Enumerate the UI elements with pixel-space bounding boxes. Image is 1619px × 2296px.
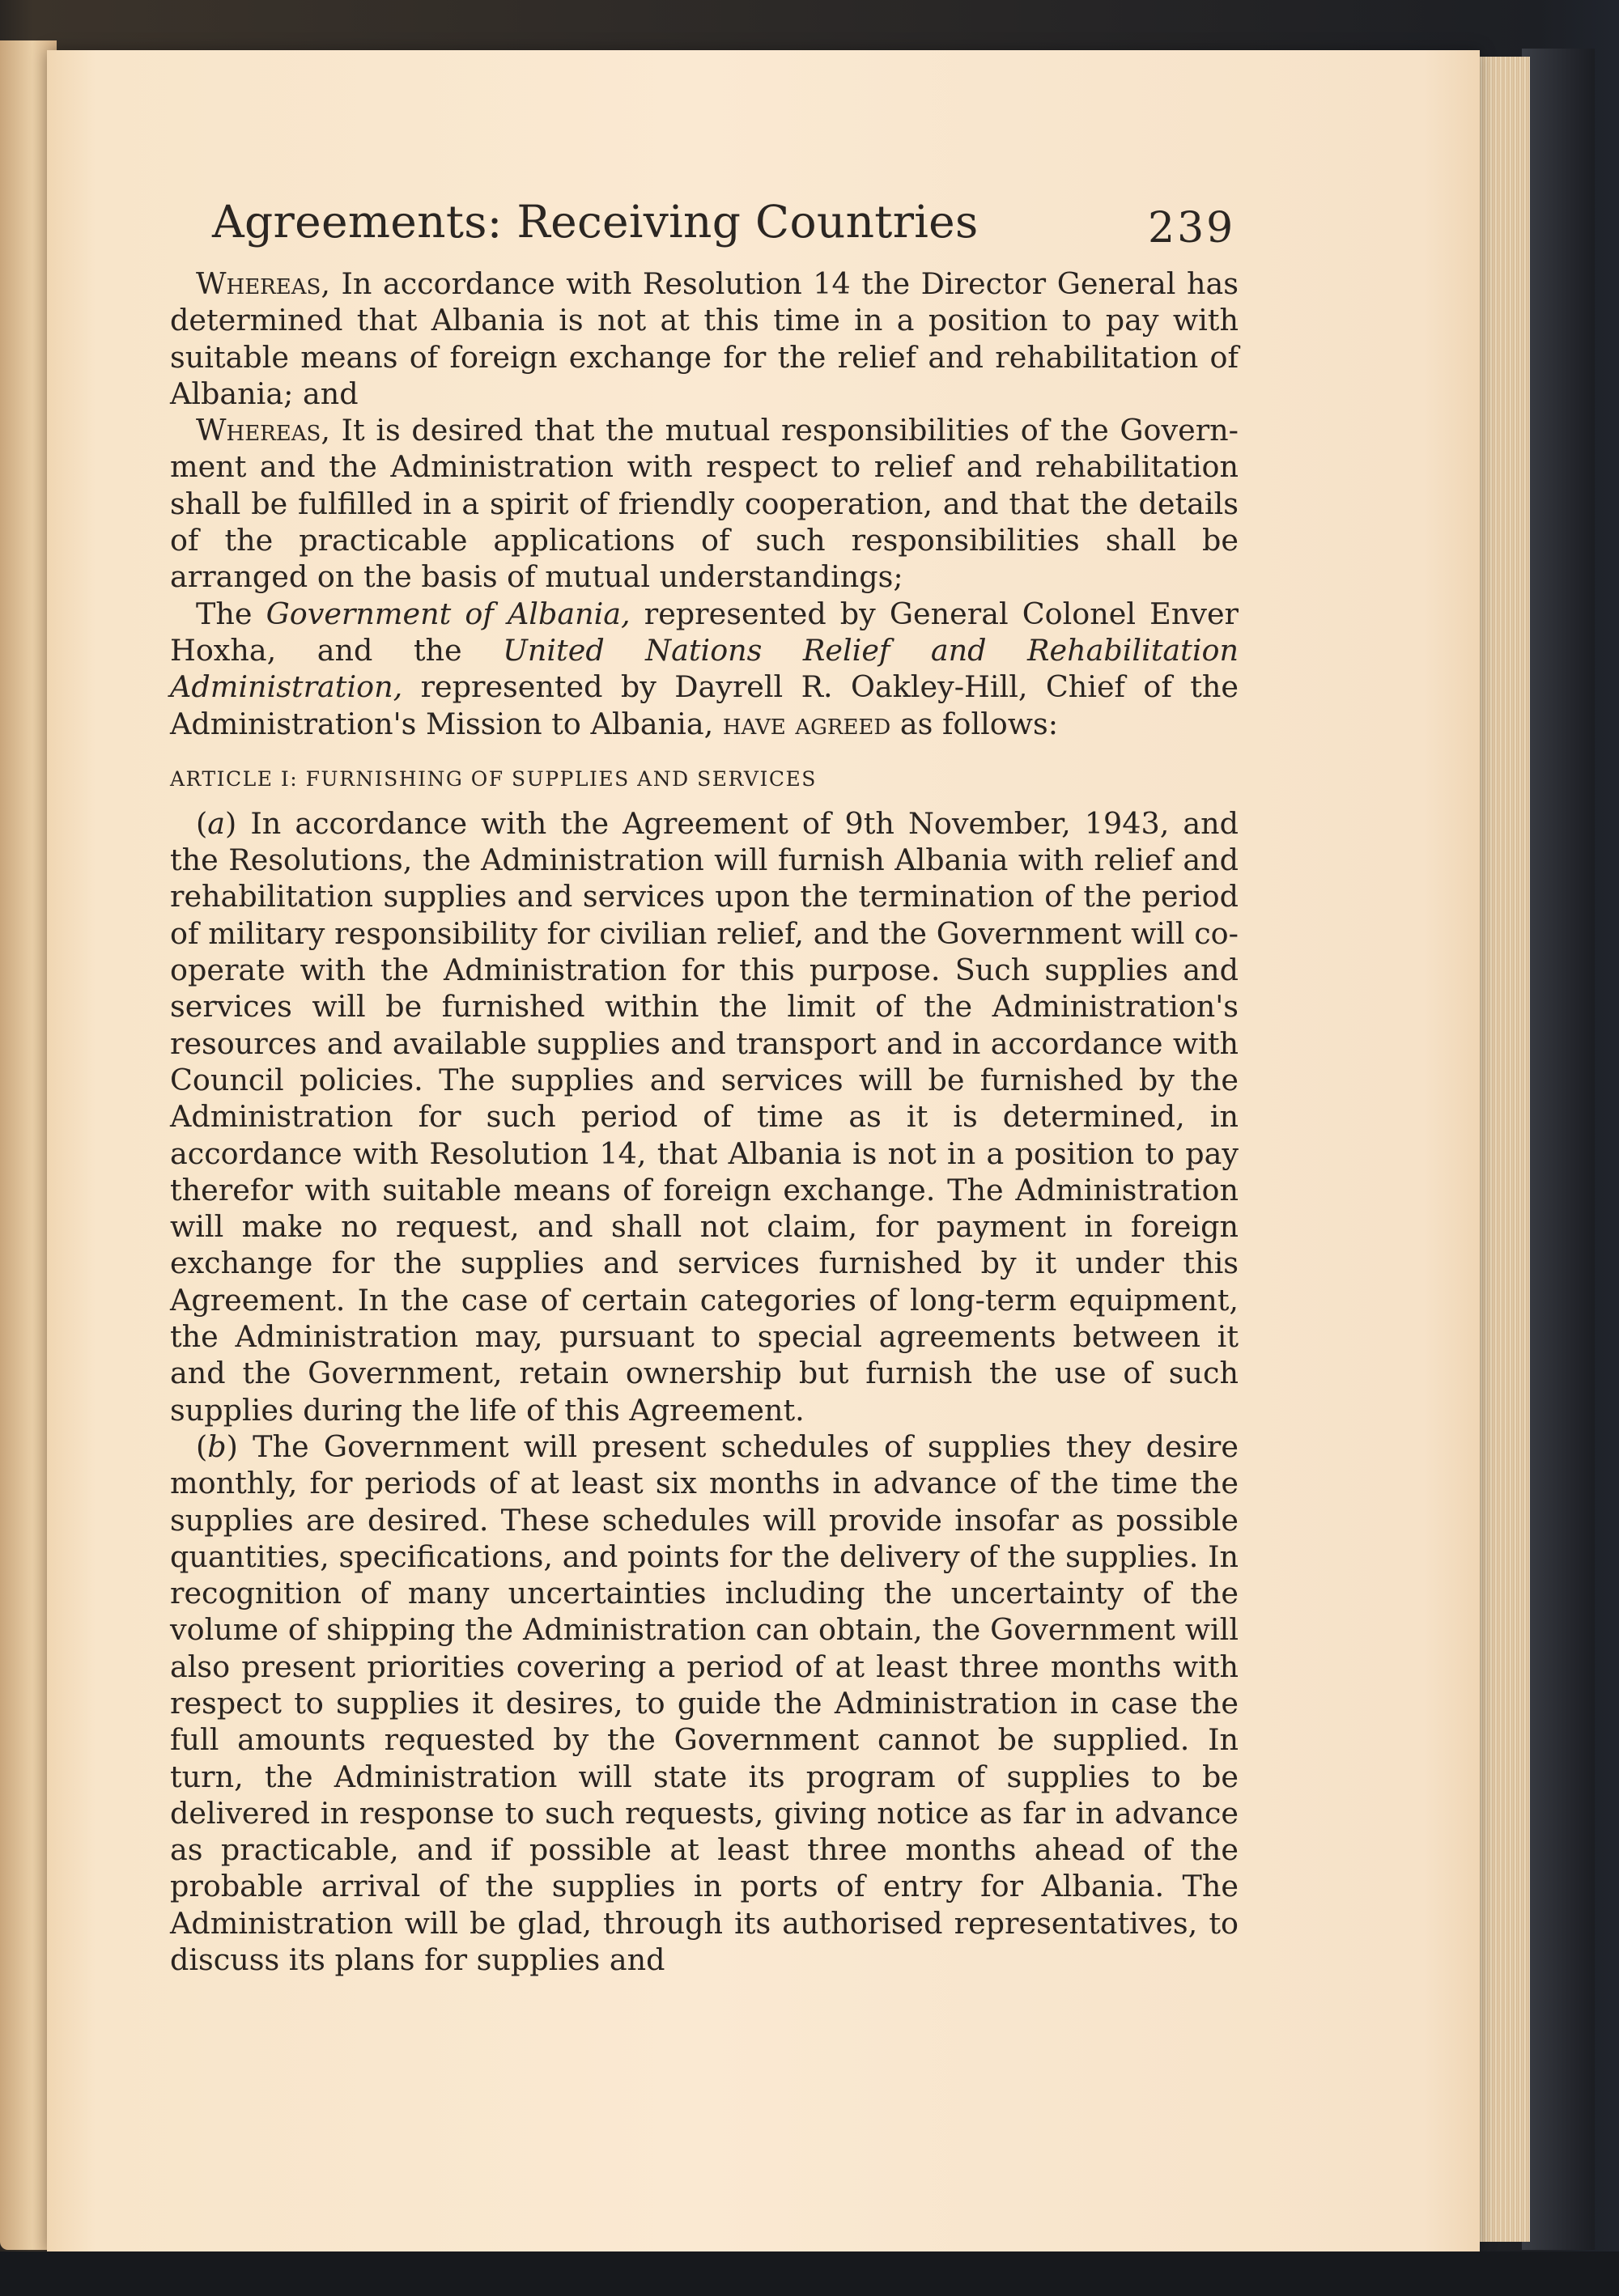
paragraph-text: represented by General Colonel Enver Hoxha, and the bbox=[170, 596, 1239, 668]
paragraph-text: The bbox=[196, 596, 266, 631]
book-cover-edge bbox=[1522, 49, 1595, 2250]
lead-word: Whereas, bbox=[196, 266, 330, 301]
paragraph-parties bbox=[170, 596, 1239, 742]
paragraph-text: as follows: bbox=[890, 706, 1059, 741]
party-government: Government of Albania, bbox=[266, 596, 631, 631]
have-agreed: have agreed bbox=[722, 706, 891, 741]
clause-label: a bbox=[207, 805, 226, 841]
paragraph-a: (a) In accordance with the Agreement of 9th November, 1943, and the Resolutions, the Administration will furnish Albania with relief and rehabilitation supplies and services upon the termination of the period of military responsibility for civilian relief, and the Government will cooperate with the Administration for this purpose. Such supplies and services will be furnished within the limit of the Administration's resources and available supplies and transport and in accordance with Council policies. The supplies and services will be furnished by the Administration for such period of time as it is determined, in accordance with Resolution 14, that Albania is not in a position to pay therefor with suitable means of foreign exchange. The Administration will make no request, and shall not claim, for payment in foreign exchange for the supplies and services furnished by it under this Agreement. In the case of certain categories of long-term equipment, the Administration may, pursuant to special agreements between it and the Government, retain ownership but furnish the use of such supplies during the life of this Agreement. bbox=[170, 805, 1239, 1428]
body-text bbox=[170, 265, 1239, 1978]
party-unrra: United Nations Relief and Rehabilitation Administration, bbox=[170, 632, 1239, 705]
paragraph-whereas-1 bbox=[170, 265, 1239, 412]
paragraph-text: The Government will present schedules of supplies they desire monthly, for periods of at least six months in advance of the time the supplies are desired. These schedules will provide insofar as possible quantities, specifications, and points for the delivery of the supplies. In recognition of many uncertainties including the uncertainty of the volume of shipping the Administration can obtain, the Government will also present priorities covering a period of at least three months with respect to supplies it desires, to guide the Administration in case the full amounts requested by the Government cannot be supplied. In turn, the Administration will state its program of supplies to be delivered in response to such requests, giving notice as far in advance as practicable, and if possible at least three months ahead of the probable arrival of the supplies in ports of entry for Albania. The Administration will be glad, through its authorised representatives, to discuss its plans for supplies and bbox=[170, 1428, 1239, 1978]
article-heading: ARTICLE I: FURNISHING OF SUPPLIES AND SERVICES bbox=[170, 766, 817, 791]
paragraph-text: In accordance with Resolution 14 the Director General has determined that Albania is not at this time in a position to pay with suitable means of foreign exchange for the relief and rehabilitation of Albania; and bbox=[170, 266, 1239, 411]
paragraph-b: (b) The Government will present schedules of supplies they desire monthly, for periods of at least six months in advance of the time the supplies are desired. These schedules will provide insofar as possible quantities, specifications, and points for the delivery of the supplies. In recognition of many uncertainties including the uncertainty of the volume of shipping the Administration can obtain, the Government will also present priorities covering a period of at least three months with respect to supplies it desires, to guide the Administration in case the full amounts requested by the Government cannot be supplied. In turn, the Administration will state its program of supplies to be delivered in response to such requests, giving notice as far in advance as practicable, and if possible at least three months ahead of the probable arrival of the supplies in ports of entry for Albania. The Administration will be glad, through its authorised representatives, to discuss its plans for supplies and bbox=[170, 1428, 1239, 1978]
bottom-strip bbox=[0, 2251, 1619, 2296]
paragraph-text: represented by Dayrell R. Oakley-Hill, Chief of the Administration's Mission to Albania, bbox=[170, 669, 1239, 741]
running-head: Agreements: Receiving Countries bbox=[212, 196, 979, 248]
paragraph-text: In accordance with the Agreement of 9th November, 1943, and the Resolutions, the Administration will furnish Albania with relief and rehabilitation supplies and services upon the termination of the period of military responsibility for civilian relief, and the Government will cooperate with the Administration for this purpose. Such supplies and services will be furnished within the limit of the Administration's resources and available supplies and transport and in accordance with Council policies. The supplies and services will be furnished by the Administration for such period of time as it is determined, in accordance with Resolution 14, that Albania is not in a position to pay therefor with suitable means of foreign exchange. The Administration will make no request, and shall not claim, for payment in foreign exchange for the supplies and services furnished by it under this Agreement. In the case of certain categories of long-term equipment, the Administration may, pursuant to special agreements between it and the Government, retain ownership but furnish the use of such supplies during the life of this Agreement. bbox=[170, 805, 1239, 1428]
clause-label: b bbox=[207, 1428, 227, 1464]
paragraph-whereas-2 bbox=[170, 412, 1239, 595]
page-fore-edge bbox=[1473, 57, 1530, 2242]
paragraph-text: It is desired that the mutual responsibilities of the Government and the Administration with respect to relief and rehabilitation shall be fulfilled in a spirit of friendly cooperation, and that the details of the practicable applications of such responsibilities shall be arranged on the basis of mutual understandings; bbox=[170, 413, 1239, 595]
page-number: 239 bbox=[1148, 204, 1236, 253]
lead-word: Whereas, bbox=[196, 413, 330, 448]
